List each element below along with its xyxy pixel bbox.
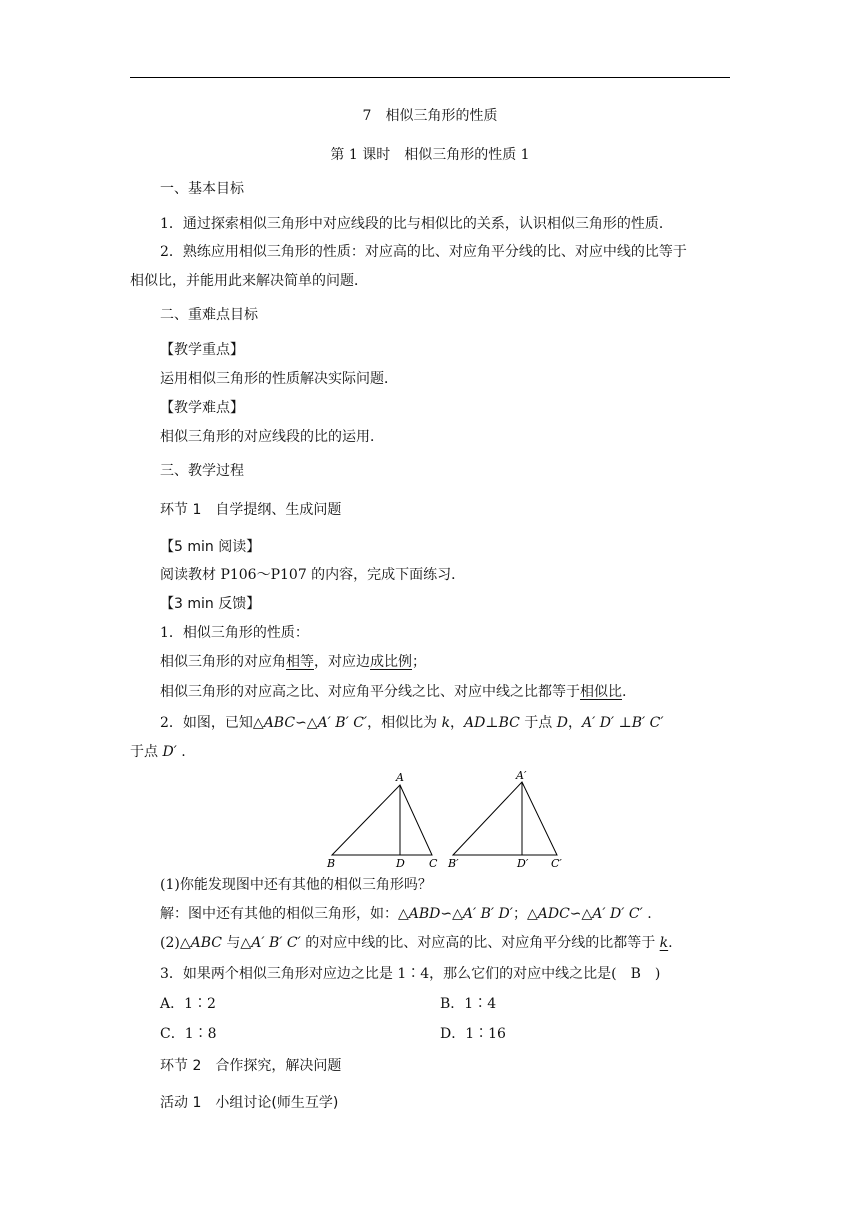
goal-1: 1．通过探索相似三角形中对应线段的比与相似比的关系，认识相似三角形的性质． (160, 216, 673, 232)
top-rule (130, 77, 730, 78)
option-d: D．1∶16 (440, 1026, 506, 1042)
section-1-heading: 一、基本目标 (160, 181, 244, 197)
label-c-prime: C′ (551, 857, 562, 870)
label-d: D (396, 857, 405, 870)
option-a: A．1∶2 (160, 996, 216, 1012)
triangle-abc-prime (453, 782, 557, 855)
triangle-abc (332, 785, 432, 855)
q2-t1: 2．如图，已知△ (160, 715, 264, 731)
q2-t8: ⊥ (614, 715, 632, 731)
q2-ad: AD (464, 715, 486, 731)
q2-abc-prime: A′ B′ C′ (317, 715, 368, 731)
q2-d-prime: D′ (162, 744, 177, 760)
goal-2-line-1: 2．熟练应用相似三角形的性质：对应高的比、对应角平分线的比、对应中线的比等于 (160, 244, 687, 260)
q22-t4: . (668, 935, 673, 951)
feedback-label: 【3 min 反馈】 (160, 596, 261, 612)
question-3: 3．如果两个相似三角形对应边之比是 1∶4，那么它们的对应中线之比是( B ) (160, 966, 661, 982)
q21-abd: ABD (408, 906, 441, 922)
option-b: B．1∶4 (440, 996, 497, 1012)
question-2-line-2 (130, 742, 186, 762)
label-c: C (429, 857, 438, 870)
answer-equal: 相等 (286, 654, 314, 670)
q1a-end: ； (412, 654, 426, 670)
q21-t2: ∽△ (440, 906, 463, 922)
q2-t5: ⊥ (485, 715, 499, 731)
q2-d: D (556, 715, 568, 731)
q2-bc: BC (498, 715, 520, 731)
q1b-text: 相似三角形的对应高之比、对应角平分线之比、对应中线之比都等于 (160, 684, 580, 700)
q2-t6: 于点 (519, 715, 557, 731)
answer-proportional: 成比例 (370, 654, 412, 670)
q22-abc: ABC (190, 935, 222, 951)
q1b-end: . (622, 684, 627, 700)
q2-abc: ABC (263, 715, 296, 731)
q21-t3: ；△ (512, 906, 538, 922)
q2-t3: ，相似比为 (367, 715, 442, 731)
goal-2-line-2: 相似比，并能用此来解决简单的问题． (130, 273, 368, 289)
key-point-text: 运用相似三角形的性质解决实际问题． (160, 371, 398, 387)
q2-t4: ， (450, 715, 465, 731)
question-2-1: (1)你能发现图中还有其他的相似三角形吗？ (160, 877, 432, 893)
q1a-mid: ，对应边 (314, 654, 370, 670)
question-2-1-answer (160, 904, 652, 924)
section-3-heading: 三、教学过程 (160, 463, 244, 479)
key-point-label: 【教学重点】 (160, 342, 244, 358)
q22-t3: 的对应中线的比、对应高的比、对应角平分线的比都等于 (300, 935, 660, 951)
q2-bc-prime: B′ C′ (631, 715, 664, 731)
question-1-line-b (160, 682, 626, 702)
reading-text: 阅读教材 P106～P107 的内容，完成下面练习． (160, 567, 466, 583)
q2-ad-prime: A′ D′ (581, 715, 615, 731)
q2-t9: 于点 (130, 744, 163, 760)
q1a-text: 相似三角形的对应角 (160, 654, 286, 670)
q21-adc-prime: A′ D′ C′ (592, 906, 643, 922)
difficulty-label: 【教学难点】 (160, 400, 244, 416)
q2-k: k (441, 715, 451, 731)
q2-t10: . (176, 744, 186, 760)
q21-t1: 解：图中还有其他的相似三角形，如：△ (160, 906, 409, 922)
question-2-2 (160, 933, 673, 953)
answer-ratio: 相似比 (580, 684, 622, 700)
label-b: B (327, 857, 336, 870)
label-a: A (396, 771, 404, 784)
q22-t1: (2)△ (160, 935, 191, 951)
q21-t5: . (642, 906, 652, 922)
section-2-heading: 二、重难点目标 (160, 307, 258, 323)
activity-1-heading: 活动 1 小组讨论(师生互学) (160, 1095, 339, 1111)
answer-k: k (659, 935, 669, 951)
step-2-heading: 环节 2 合作探究，解决问题 (160, 1058, 342, 1074)
question-1: 1．相似三角形的性质： (160, 625, 309, 641)
question-2-line-1 (160, 713, 664, 733)
reading-label: 【5 min 阅读】 (160, 539, 261, 555)
q21-adc: ADC (537, 906, 570, 922)
q21-t4: ∽△ (569, 906, 593, 922)
q22-t2: 与△ (221, 935, 252, 951)
difficulty-text: 相似三角形的对应线段的比的运用． (160, 429, 384, 445)
label-d-prime: D′ (517, 857, 529, 870)
step-1-heading: 环节 1 自学提纲、生成问题 (160, 502, 342, 518)
q22-abc-prime: A′ B′ C′ (251, 935, 301, 951)
label-b-prime: B′ (448, 857, 459, 870)
page-title: 7 相似三角形的性质 (362, 108, 498, 124)
q2-t7: ， (567, 715, 582, 731)
q21-abd-prime: A′ B′ D′ (462, 906, 513, 922)
question-1-line-a (160, 652, 426, 672)
page-subtitle: 第 1 课时 相似三角形的性质 1 (330, 147, 530, 163)
option-c: C．1∶8 (160, 1026, 217, 1042)
similar-triangles-figure (326, 770, 566, 870)
label-a-prime: A′ (516, 770, 527, 782)
q2-t2: ∽△ (295, 715, 318, 731)
